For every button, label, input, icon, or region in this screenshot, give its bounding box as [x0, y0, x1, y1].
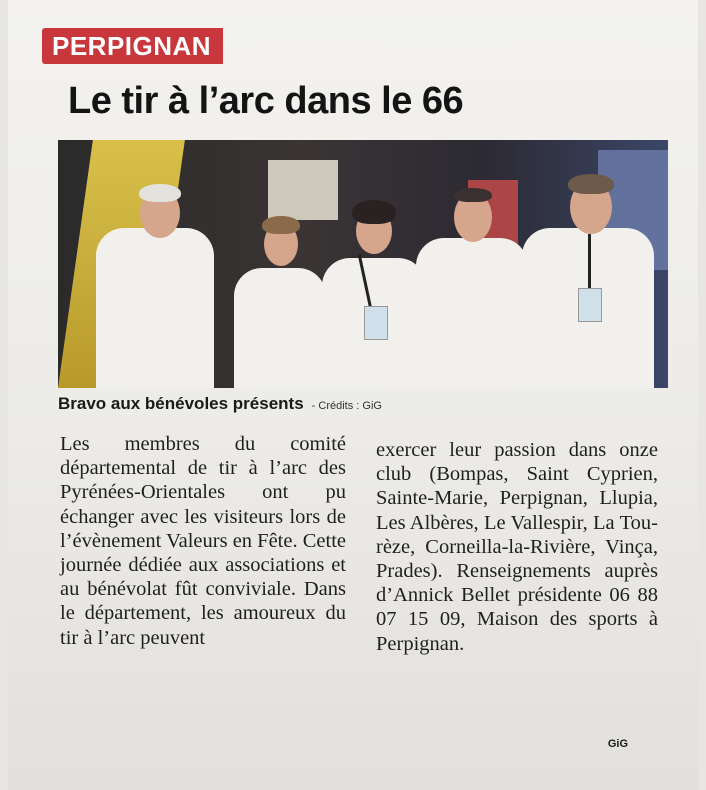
article-body — [60, 432, 658, 656]
photo-caption — [58, 394, 382, 414]
person-5 — [518, 156, 658, 388]
caption-text: Bravo aux bénévoles présents — [58, 394, 304, 413]
person-4 — [410, 166, 534, 388]
person-1 — [90, 158, 220, 388]
paragraph: exercer leur passion dans onze club (Bompas, Saint Cyprien, Sainte-Marie, Perpignan, Llupia, Les Albères, Le Vallespir, La Tourèze, Corneilla-la-Rivière, Vinça, Prades). Renseignements auprès d’Annick Bellet présidente 06 88 07 15 09, Maison des sports à Perpignan. — [376, 439, 658, 655]
person-2 — [230, 198, 330, 388]
author-signature: GiG — [607, 738, 628, 750]
headline: Le tir à l’arc dans le 66 — [68, 80, 464, 122]
newspaper-page — [8, 0, 698, 790]
article-column-2 — [376, 438, 658, 656]
photo-credit: - Crédits : GiG — [311, 400, 382, 412]
article-column-1 — [60, 432, 346, 656]
section-label: PERPIGNAN — [42, 28, 223, 64]
paragraph: Les membres du comité départemental de tir à l’arc des Pyrénées-Orientales ont pu échanger avec les visiteurs lors de l’évènement Valeurs en Fête. Cette journée dédiée aux associations et au bénévolat fût conviviale. Dans le département, les amoureux du tir à l’arc peuvent — [60, 433, 346, 649]
section-tag — [42, 28, 223, 64]
article-photo — [58, 140, 668, 388]
